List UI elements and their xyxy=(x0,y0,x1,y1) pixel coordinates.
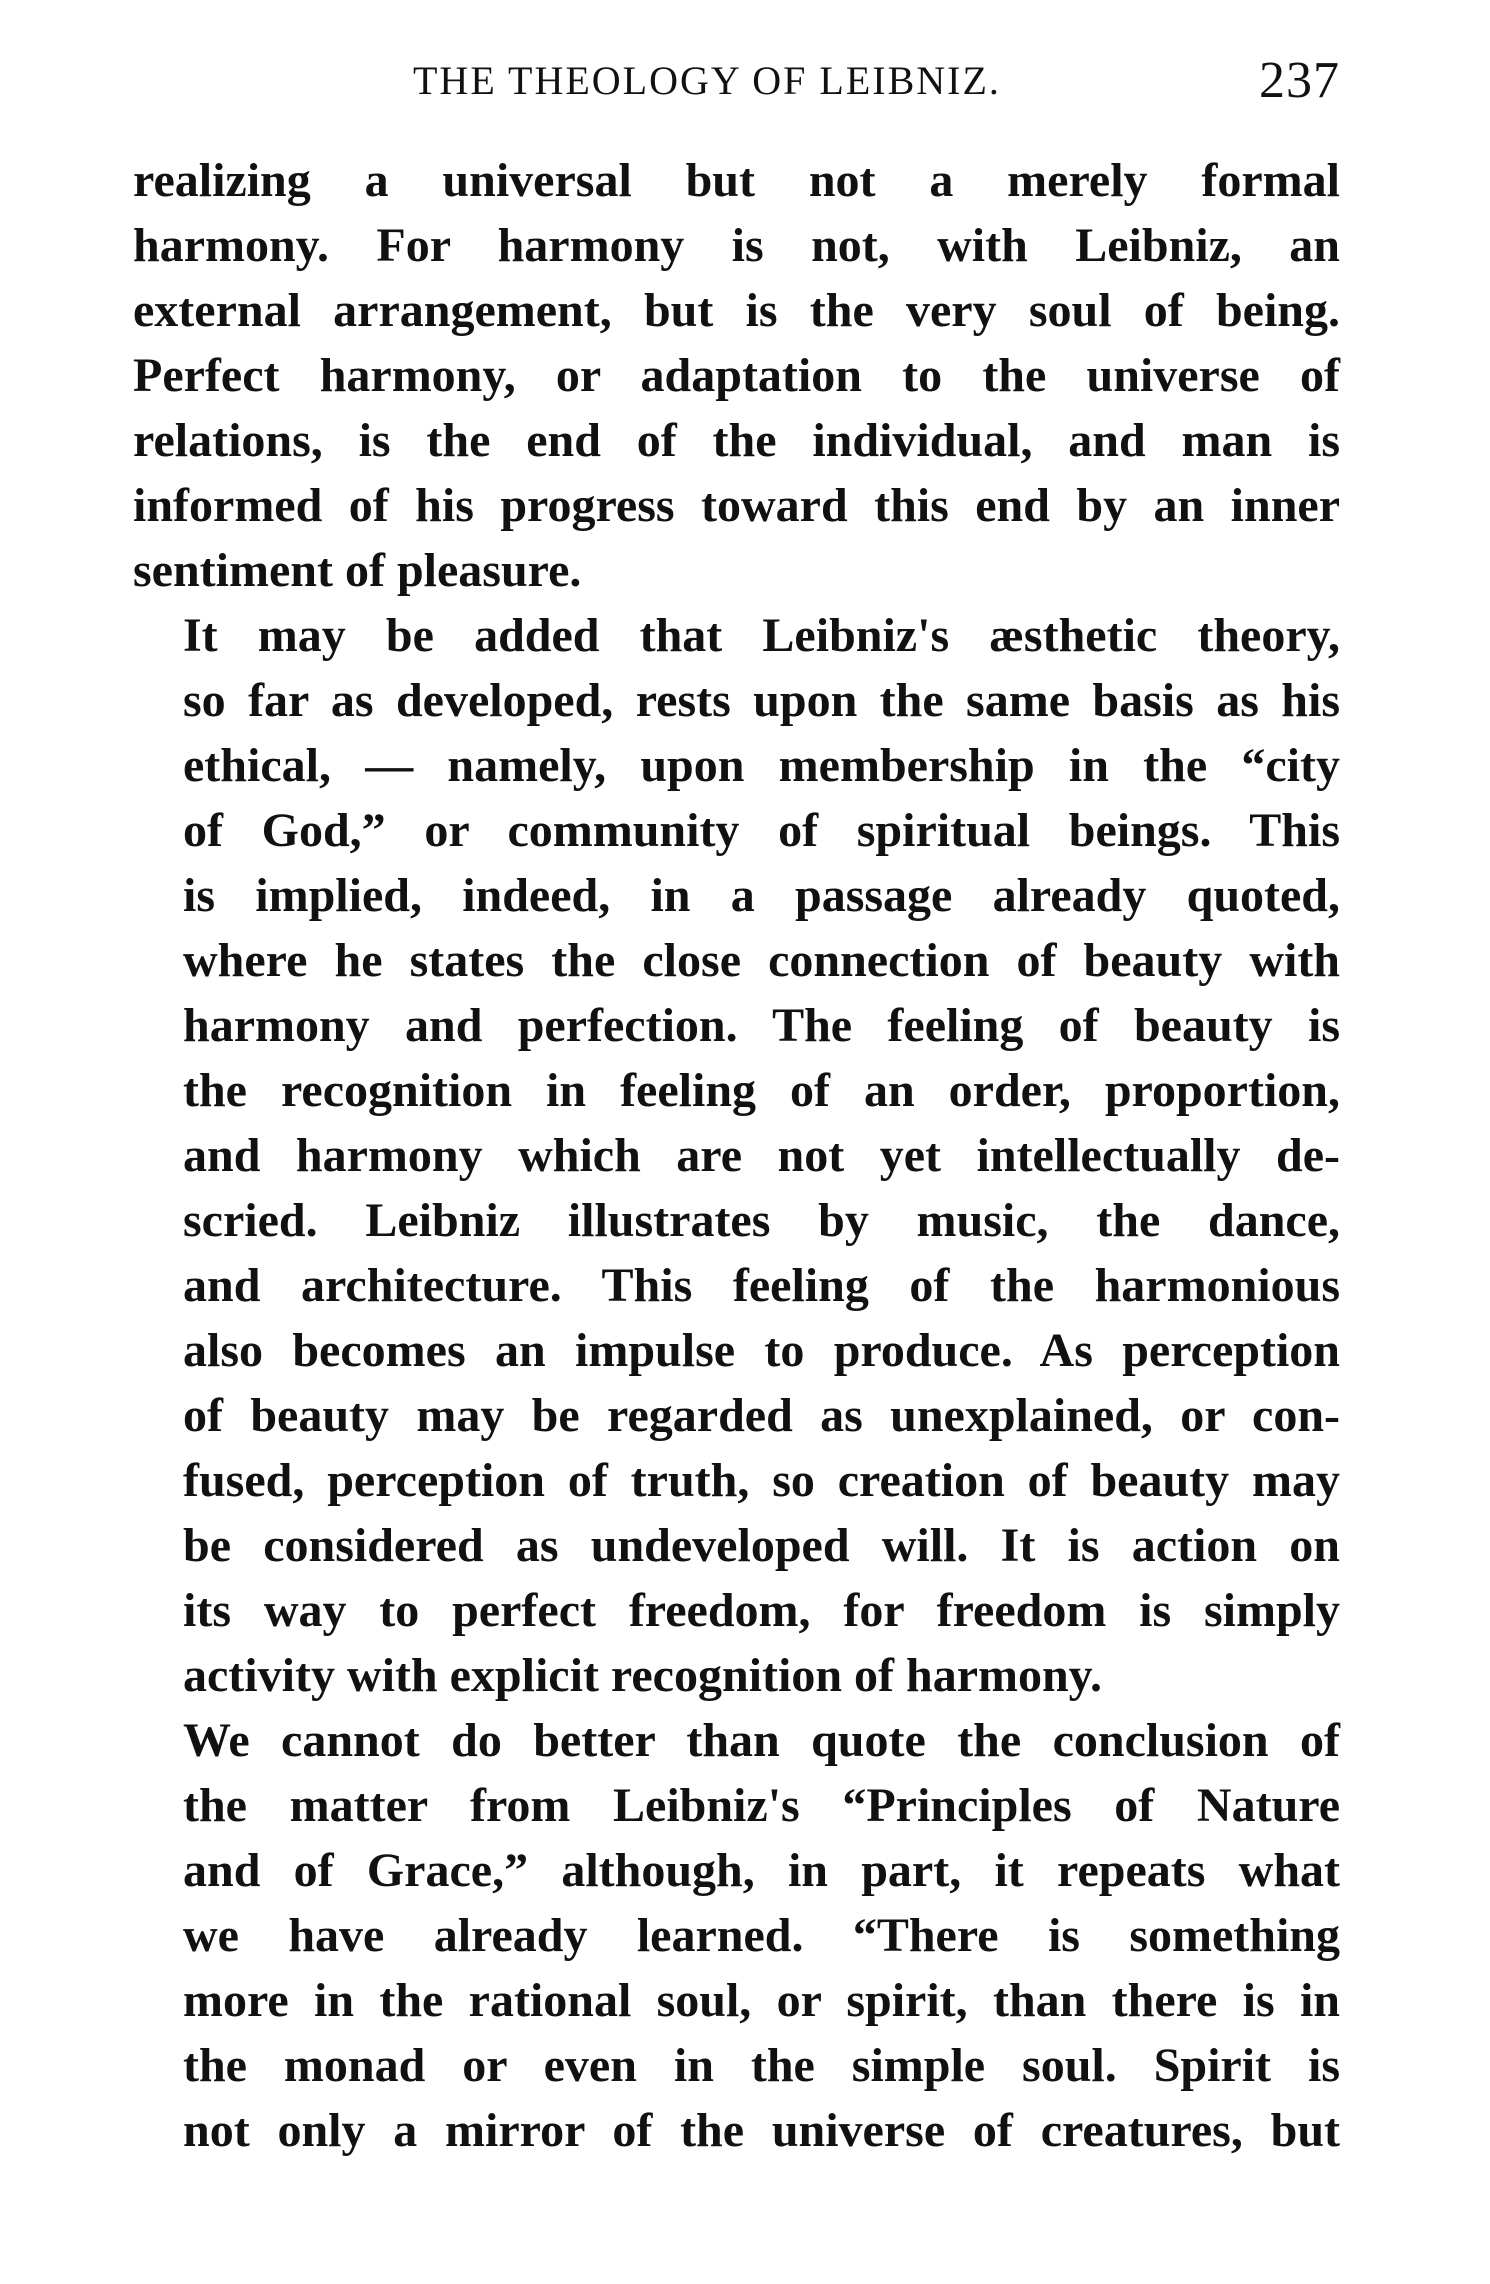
paragraph-2 xyxy=(133,603,1340,1708)
text-line: external arrangement, but is the very soul of being. xyxy=(133,284,1340,337)
text-line: realizing a universal but not a merely formal xyxy=(133,154,1340,207)
text-line: so far as developed, rests upon the same basis as his xyxy=(183,674,1340,727)
text-line: the monad or even in the simple soul. Spirit is xyxy=(183,2039,1340,2092)
text-line: harmony. For harmony is not, with Leibniz, an xyxy=(133,219,1340,272)
page-number: 237 xyxy=(1259,52,1340,109)
text-line: not only a mirror of the universe of creatures, but xyxy=(183,2104,1340,2157)
text-line: harmony and perfection. The feeling of beauty is xyxy=(183,999,1340,1052)
text-line: Perfect harmony, or adaptation to the universe of xyxy=(133,349,1340,402)
text-line: relations, is the end of the individual, and man is xyxy=(133,414,1340,467)
text-line: fused, perception of truth, so creation of beauty may xyxy=(183,1454,1340,1507)
text-line: the recognition in feeling of an order, proportion, xyxy=(183,1064,1340,1117)
text-line: is implied, indeed, in a passage already quoted, xyxy=(183,869,1340,922)
paragraph-3 xyxy=(133,1708,1340,2163)
text-line: we have already learned. “There is something xyxy=(183,1909,1340,1962)
text-line: ethical, — namely, upon membership in the “city xyxy=(183,739,1340,792)
text-line: informed of his progress toward this end by an inner xyxy=(133,479,1340,532)
text-line: activity with explicit recognition of harmony. xyxy=(183,1649,1103,1702)
text-line: It may be added that Leibniz's æsthetic theory, xyxy=(183,609,1340,662)
text-line: sentiment of pleasure. xyxy=(133,544,582,597)
text-line: where he states the close connection of beauty with xyxy=(183,934,1340,987)
text-line: of beauty may be regarded as unexplained, or con- xyxy=(183,1389,1340,1442)
body-text xyxy=(133,148,1340,2163)
running-title: THE THEOLOGY OF LEIBNIZ. xyxy=(413,58,1001,103)
text-line: and of Grace,” although, in part, it repeats what xyxy=(183,1844,1340,1897)
text-line: more in the rational soul, or spirit, than there is in xyxy=(183,1974,1340,2027)
text-line: also becomes an impulse to produce. As perception xyxy=(183,1324,1340,1377)
text-line: and architecture. This feeling of the harmonious xyxy=(183,1259,1340,1312)
text-line: the matter from Leibniz's “Principles of Nature xyxy=(183,1779,1340,1832)
text-line: its way to perfect freedom, for freedom is simply xyxy=(183,1584,1340,1637)
paragraph-1 xyxy=(133,148,1340,603)
text-line: of God,” or community of spiritual beings. This xyxy=(183,804,1340,857)
text-line: scried. Leibniz illustrates by music, the dance, xyxy=(183,1194,1340,1247)
text-line: be considered as undeveloped will. It is action on xyxy=(183,1519,1340,1572)
text-line: We cannot do better than quote the conclusion of xyxy=(183,1714,1340,1767)
text-line: and harmony which are not yet intellectually de- xyxy=(183,1129,1340,1182)
running-head xyxy=(133,52,1340,110)
